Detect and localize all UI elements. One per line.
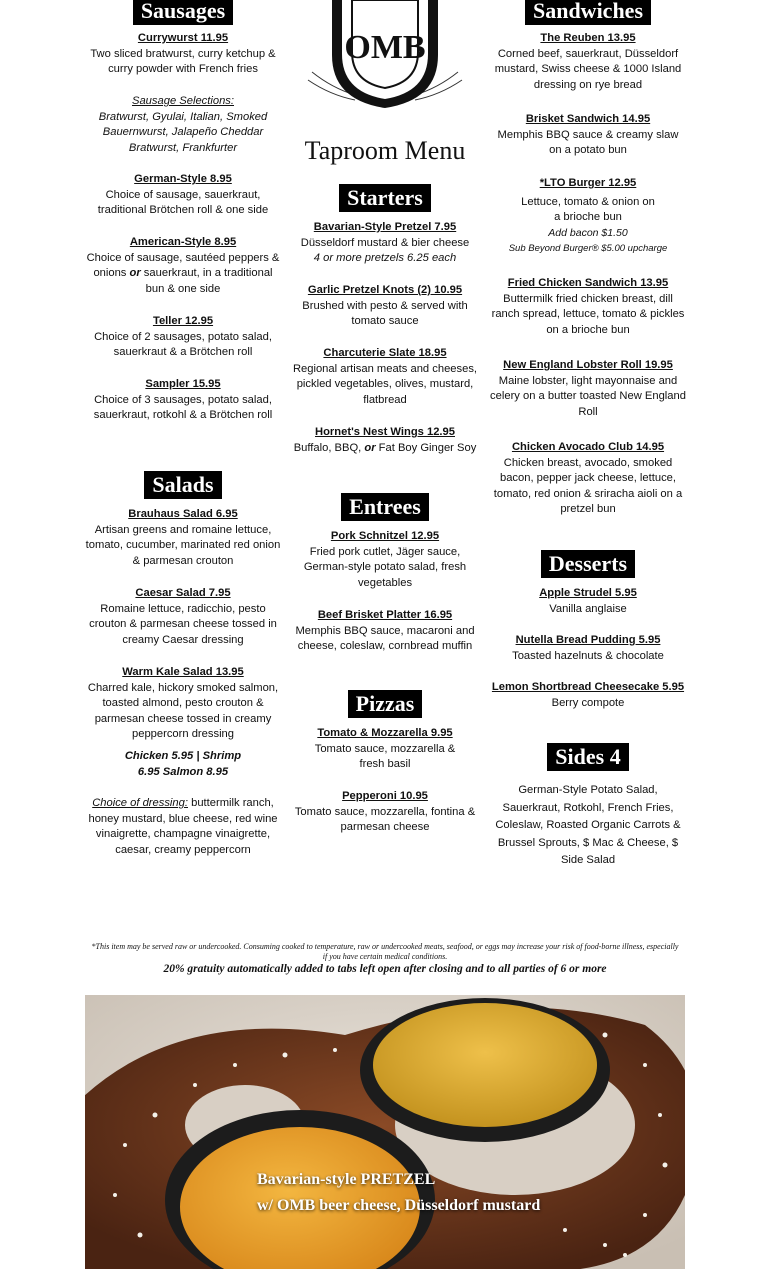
raw-food-disclaimer: *This item may be served raw or undercooked. Consuming cooked to temperature, raw or undercooked meats, seafood, or eggs may increase your risk of food-borne illness, especially if you have certain medical conditions. — [91, 942, 679, 961]
sausage-selections — [84, 94, 282, 156]
salad-addons: Chicken 5.95 | Shrimp 6.95 Salmon 8.95 — [124, 750, 242, 778]
item-title: Chicken Avocado Club 14.95 — [511, 441, 665, 453]
item-title: Garlic Pretzel Knots (2) 10.95 — [307, 284, 463, 296]
item-title: Caesar Salad 7.95 — [135, 587, 231, 599]
item-note: Sub Beyond Burger® $5.00 upcharge — [508, 243, 668, 255]
menu-item — [84, 172, 282, 219]
item-title: Pork Schnitzel 12.95 — [330, 530, 440, 542]
item-title: Hornet's Nest Wings 12.95 — [315, 426, 455, 438]
selections-title: Sausage Selections: — [132, 95, 234, 107]
gratuity-note: 20% gratuity automatically added to tabs left open after closing and to all parties of 6 or more — [163, 963, 607, 975]
item-title: The Reuben 13.95 — [540, 32, 636, 44]
item-desc: Two sliced bratwurst, curry ketchup & curry powder with French fries — [90, 47, 276, 76]
item-title: Charcuterie Slate 18.95 — [323, 347, 447, 359]
caption-line-1: Bavarian-style PRETZEL — [257, 1171, 436, 1188]
item-title: Warm Kale Salad 13.95 — [122, 666, 244, 678]
item-desc: Brushed with pesto & served with tomato sauce — [302, 299, 468, 328]
menu-item — [84, 377, 282, 424]
pretzel-photo — [85, 995, 685, 1269]
menu-item — [289, 608, 481, 655]
item-desc: Fried pork cutlet, Jäger sauce, German-style potato salad, fresh vegetables — [303, 545, 467, 589]
item-note: Add bacon $1.50 — [548, 226, 628, 239]
item-title: Bavarian-Style Pretzel 7.95 — [313, 221, 457, 233]
sides-list: German-Style Potato Salad, Sauerkraut, Rotkohl, French Fries, Coleslaw, Roasted Organic Carrots & Brussel Sprouts, $ Mac & Cheese, $ Side Salad — [495, 784, 681, 866]
item-desc: Romaine lettuce, radicchio, pesto crouton & parmesan cheese tossed in creamy Caesar dressing — [89, 602, 277, 646]
item-desc: Chicken breast, avocado, smoked bacon, pepper jack cheese, lettuce, tomato, red onion & sriracha aioli on a pretzel bun — [493, 456, 683, 516]
menu-item — [490, 112, 686, 159]
item-desc: Choice of sausage, sauerkraut, traditional Brötchen roll & one side — [97, 188, 269, 217]
item-note: 4 or more pretzels 6.25 each — [313, 252, 457, 265]
menu-item — [84, 235, 282, 297]
item-desc: Lettuce, tomato & onion on a brioche bun — [521, 195, 655, 224]
item-title: Pepperoni 10.95 — [342, 790, 428, 802]
selections-list: Bratwurst, Gyulai, Italian, Smoked Bauernwurst, Jalapeño Cheddar Bratwurst, Frankfurter — [98, 110, 268, 154]
sausages-heading: Sausages — [133, 0, 233, 25]
item-desc: Memphis BBQ sauce, macaroni and cheese, coleslaw, cornbread muffin — [295, 624, 475, 653]
starters-heading: Starters — [339, 184, 431, 212]
item-title: Brauhaus Salad 6.95 — [128, 508, 238, 520]
photo-caption — [257, 1167, 677, 1219]
menu-item — [490, 586, 686, 617]
item-desc: Choice of sausage, sautéed peppers & onions — [86, 251, 280, 280]
menu-item — [490, 276, 686, 338]
menu-item — [490, 680, 686, 711]
item-desc: Fat Boy Ginger Soy — [375, 441, 477, 454]
item-desc: Tomato sauce, mozzarella, fontina & parmesan cheese — [294, 805, 476, 834]
item-desc: Choice of 2 sausages, potato salad, sauerkraut & a Brötchen roll — [94, 330, 272, 359]
item-desc: Buttermilk fried chicken breast, dill ranch spread, lettuce, tomato & pickles on a brioche bun — [491, 292, 685, 336]
menu-item — [289, 346, 481, 408]
item-desc: sauerkraut, in a traditional bun & one side — [140, 267, 273, 295]
salads-heading: Salads — [144, 471, 221, 499]
menu-item — [289, 425, 481, 456]
item-title: Beef Brisket Platter 16.95 — [317, 609, 453, 621]
item-desc-or: or — [364, 441, 376, 454]
menu-item — [84, 586, 282, 648]
menu-item — [289, 283, 481, 330]
item-title: New England Lobster Roll 19.95 — [503, 359, 673, 371]
entrees-heading: Entrees — [341, 493, 429, 521]
dressing-label: Choice of dressing: — [92, 797, 188, 809]
menu-item — [289, 789, 481, 836]
item-desc: Toasted hazelnuts & chocolate — [512, 649, 664, 662]
menu-item — [490, 31, 686, 93]
item-title: American-Style 8.95 — [129, 236, 237, 248]
item-desc: Düsseldorf mustard & bier cheese — [300, 236, 470, 249]
item-desc: Memphis BBQ sauce & creamy slaw on a potato bun — [497, 128, 679, 157]
pizzas-heading: Pizzas — [348, 690, 423, 718]
item-desc: Buffalo, BBQ, — [293, 441, 365, 454]
item-title: Sampler 15.95 — [145, 378, 221, 390]
logo-text: OMB — [344, 29, 426, 66]
item-desc: Tomato sauce, mozzarella & fresh basil — [314, 742, 456, 771]
item-title: *LTO Burger 12.95 — [539, 177, 637, 189]
item-title: Tomato & Mozzarella 9.95 — [317, 727, 453, 739]
menu-item — [289, 726, 481, 773]
pretzel-image — [85, 995, 685, 1269]
item-title: Fried Chicken Sandwich 13.95 — [507, 277, 669, 289]
item-desc: Maine lobster, light mayonnaise and celery on a butter toasted New England Roll — [490, 374, 686, 418]
item-title: Brisket Sandwich 14.95 — [525, 113, 651, 125]
menu-item — [490, 358, 686, 420]
menu-item — [490, 176, 686, 257]
menu-item — [84, 314, 282, 361]
item-desc: Charred kale, hickory smoked salmon, toasted almond, pesto crouton & parmesan cheese tossed in creamy peppercorn dressing — [87, 681, 279, 741]
caption-line-2: w/ OMB beer cheese, Düsseldorf mustard — [257, 1197, 541, 1214]
sandwiches-heading: Sandwiches — [525, 0, 651, 25]
item-desc-or: or — [129, 267, 141, 280]
menu-item — [490, 633, 686, 664]
menu-item — [84, 31, 282, 78]
sides-heading: Sides 4 — [547, 743, 628, 771]
menu-item — [84, 665, 282, 743]
menu-item — [84, 507, 282, 569]
item-desc: Regional artisan meats and cheeses, pickled vegetables, olives, mustard, flatbread — [292, 362, 478, 406]
item-desc: Berry compote — [551, 696, 625, 709]
item-title: German-Style 8.95 — [134, 173, 232, 185]
desserts-heading: Desserts — [541, 550, 635, 578]
brewery-logo — [300, 0, 470, 112]
item-title: Lemon Shortbread Cheesecake 5.95 — [491, 681, 685, 693]
menu-item — [289, 220, 481, 267]
salad-dressings — [84, 796, 282, 858]
item-desc: Corned beef, sauerkraut, Düsseldorf mustard, Swiss cheese & 1000 Island dressing on rye bread — [494, 47, 682, 91]
item-title: Nutella Bread Pudding 5.95 — [515, 634, 661, 646]
item-desc: Vanilla anglaise — [549, 602, 627, 615]
item-desc: Artisan greens and romaine lettuce, tomato, cucumber, marinated red onion & parmesan crouton — [85, 523, 281, 567]
item-title: Teller 12.95 — [152, 315, 214, 327]
item-title: Apple Strudel 5.95 — [539, 587, 637, 599]
dressing-list: buttermilk ranch, honey mustard, blue cheese, red wine vinaigrette, champagne vinaigrette, caesar, creamy peppercorn — [88, 797, 278, 856]
item-title: Currywurst 11.95 — [137, 32, 229, 44]
menu-item — [289, 529, 481, 591]
item-desc: Choice of 3 sausages, potato salad, sauerkraut, rotkohl & a Brötchen roll — [93, 393, 273, 422]
page-title: Taproom Menu — [304, 136, 466, 165]
menu-item — [490, 440, 686, 518]
brewery-crest-icon — [300, 0, 470, 112]
